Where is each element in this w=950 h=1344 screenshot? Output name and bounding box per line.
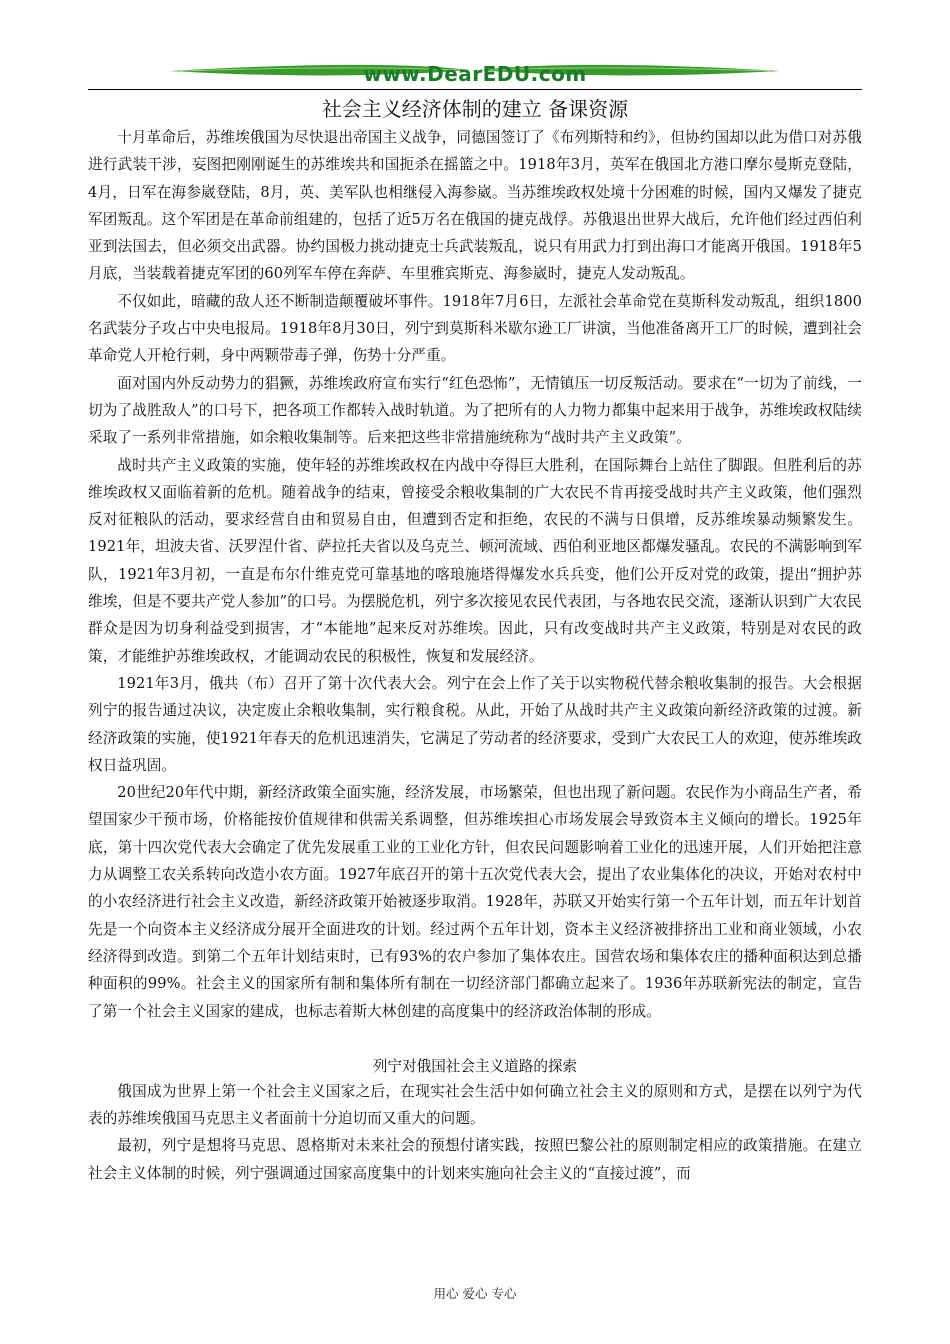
- paragraph: 1921年3月，俄共（布）召开了第十次代表大会。列宁在会上作了关于以实物税代替余粮收集制的报告。大会根据列宁的报告通过决议，决定废止余粮收集制，实行粮食税。从此，开始了从战时共产主义政策向新经济政策的过渡。新经济政策的实施，使1921年春天的危机迅速消失，它满足了劳动者的经济要求，受到广大农民工人的欢迎，使苏维埃政权日益巩固。: [88, 674, 862, 774]
- paragraph: 战时共产主义政策的实施，使年轻的苏维埃政权在内战中夺得巨大胜利，在国际舞台上站住了脚跟。但胜利后的苏维埃政权又面临着新的危机。随着战争的结束，曾接受余粮收集制的广大农民不肯再接受战时共产主义政策，他们强烈反对征粮队的活动，要求经营自由和贸易自由，但遭到否定和拒绝，农民的不满与日俱增，反苏维埃暴动频繁发生。1921年，坦波夫省、沃罗涅什省、萨拉托夫省以及乌克兰、顿河流域、西伯利亚地区都爆发骚乱。农民的不满影响到军队，1921年3月初，一直是布尔什维克党可靠基地的喀琅施塔得爆发水兵兵变，他们公开反对党的政策，提出“拥护苏维埃，但是不要共产党人参加”的口号。为摆脱危机，列宁多次接见农民代表团，与各地农民交流，逐渐认识到广大农民群众是因为切身利益受到损害，才“本能地”起来反对苏维埃。因此，只有改变战时共产主义政策，特别是对农民的政策，才能维护苏维埃政权，才能调动农民的积极性，恢复和发展经济。: [88, 456, 862, 665]
- section-heading: 列宁对俄国社会主义道路的探索: [372, 1057, 578, 1075]
- page-footer: 用心 爱心 专心: [433, 1286, 517, 1301]
- paragraph: 不仅如此，暗藏的敌人还不断制造颠覆破坏事件。1918年7月6日，左派社会革命党在莫斯科发动叛乱，组织1800名武装分子攻占中央电报局。1918年8月30日，列宁到莫斯科米歇尔逊工厂讲演，当他准备离开工厂的时候，遭到社会革命党人开枪行刺，身中两颗带毒子弹，伤势十分严重。: [88, 292, 862, 365]
- article-body: [88, 124, 862, 1187]
- paragraph: 俄国成为世界上第一个社会主义国家之后，在现实社会生活中如何确立社会主义的原则和方式，是摆在以列宁为代表的苏维埃俄国马克思主义者面前十分迫切而又重大的问题。: [88, 1082, 862, 1128]
- header-divider: [88, 89, 862, 90]
- paragraph: 最初，列宁是想将马克思、恩格斯对未来社会的预想付诸实践，按照巴黎公社的原则制定相应的政策措施。在建立社会主义体制的时候，列宁强调通过国家高度集中的计划来实施向社会主义的“直接过渡”，而: [88, 1137, 862, 1182]
- page-title: 社会主义经济体制的建立 备课资源: [321, 97, 629, 121]
- paragraph: 面对国内外反动势力的猖獗，苏维埃政府宣布实行“红色恐怖”，无情镇压一切反叛活动。要求在“一切为了前线，一切为了战胜敌人”的口号下，把各项工作都转入战时轨道。为了把所有的人力物力都集中起来用于战争，苏维埃政权陆续采取了一系列非常措施，如余粮收集制等。后来把这些非常措施统称为“战时共产主义政策”。: [88, 374, 862, 447]
- paragraph: 20世纪20年代中期，新经济政策全面实施，经济发展，市场繁荣，但也出现了新问题。农民作为小商品生产者，希望国家少干预市场，价格能按价值规律和供需关系调整，但苏维埃担心市场发展会导致资本主义倾向的增长。1925年底，第十四次党代表大会确定了优先发展重工业的工业化方针，但农民问题影响着工业化的迅速开展，人们开始把注意力从调整工农关系转向改造小农方面。1927年底召开的第十五次党代表大会，提出了农业集体化的决议，开始对农村中的小农经济进行社会主义改造，新经济政策开始被逐步取消。1928年，苏联又开始实行第一个五年计划，而五年计划首先是一个向资本主义经济成分展开全面进攻的计划。经过两个五年计划，资本主义经济被排挤出工业和商业领域，小农经济得到改造。到第二个五年计划结束时，已有93%的农户参加了集体农庄。国营农场和集体农庄的播种面积达到总播种面积的99%。社会主义的国家所有制和集体所有制在一切经济部门都确立起来了。1936年苏联新宪法的制定，宣告了第一个社会主义国家的建成，也标志着斯大林创建的高度集中的经济政治体制的形成。: [88, 784, 862, 1020]
- site-logo[interactable]: [170, 58, 780, 98]
- logo-text: www.DearEDU.com: [363, 62, 587, 86]
- paragraph: 十月革命后，苏维埃俄国为尽快退出帝国主义战争，同德国签订了《布列斯特和约》，但协约国却以此为借口对苏俄进行武装干涉，妄图把刚刚诞生的苏维埃共和国扼杀在摇篮之中。1918年3月，英军在俄国北方港口摩尔曼斯克登陆，4月，日军在海参崴登陆，8月，英、美军队也相继侵入海参崴。当苏维埃政权处境十分困难的时候，国内又爆发了捷克军团叛乱。这个军团是在革命前组建的，包括了近5万名在俄国的捷克战俘。苏俄退出世界大战后，允许他们经过西伯利亚到法国去，但必须交出武器。协约国极力挑动捷克士兵武装叛乱，说只有用武力打到出海口才能离开俄国。1918年5月底，当装载着捷克军团的60列军车停在奔萨、车里雅宾斯克、海参崴时，捷克人发动叛乱。: [88, 129, 862, 283]
